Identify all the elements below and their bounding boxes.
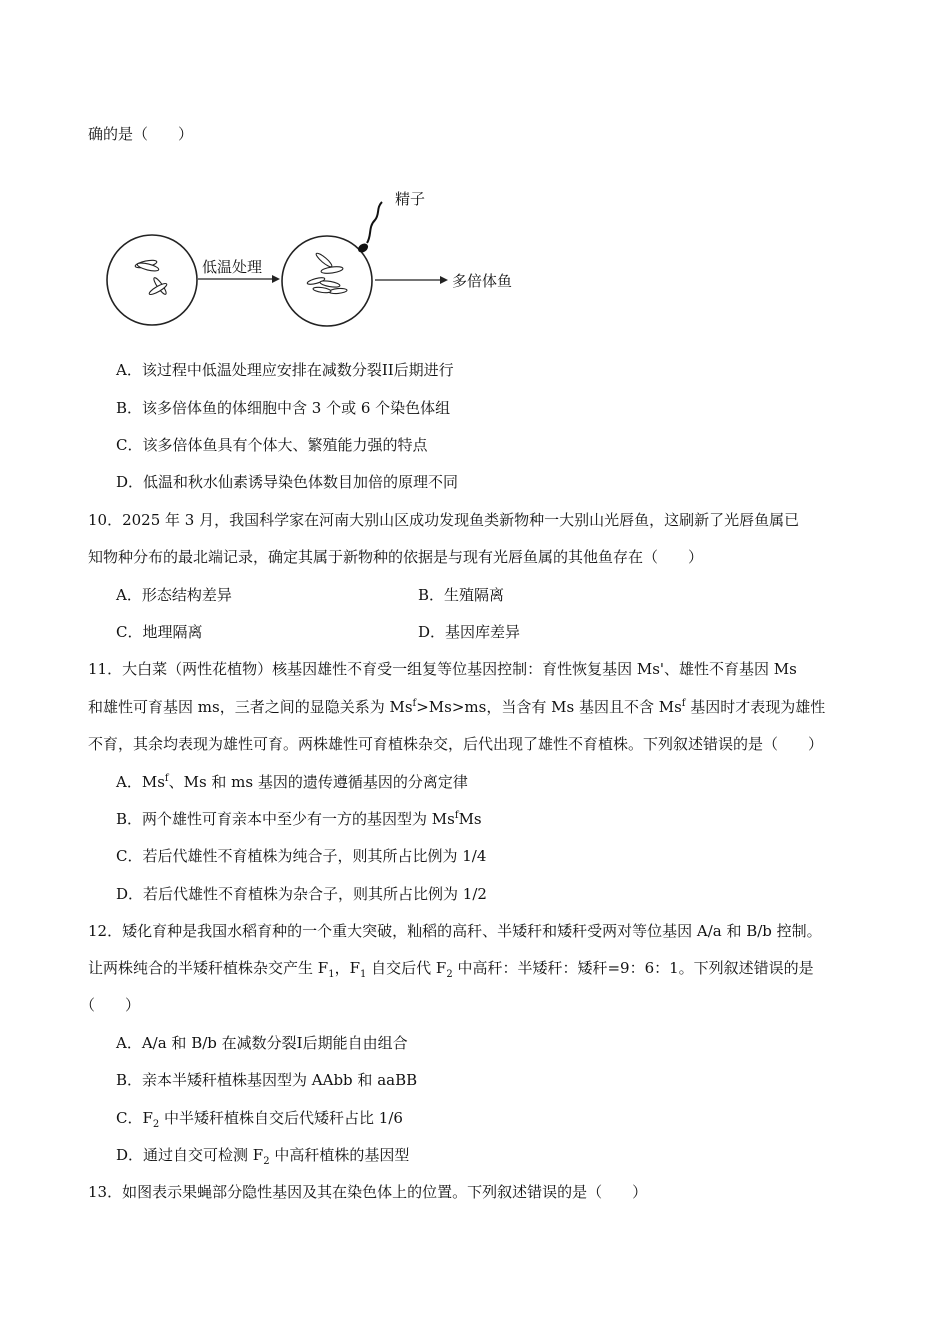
q13-stem-line1: 13．如图表示果蝇部分隐性基因及其在染色体上的位置。下列叙述错误的是（ ）: [88, 1183, 648, 1201]
q9-option-b: B．该多倍体鱼的体细胞中含 3 个或 6 个染色体组: [116, 399, 451, 417]
q11-stem-line3: 不育，其余均表现为雄性可育。两株雄性可育植株杂交，后代出现了雄性不育植株。下列叙述错误的是（ ）: [88, 735, 824, 753]
q11-stem-line1: 11．大白菜（两性花植物）核基因雄性不育受一组复等位基因控制：育性恢复基因 Ms'、雄性不育基因 Ms: [88, 660, 797, 678]
q10-stem-line1: 10．2025 年 3 月，我国科学家在河南大别山区成功发现鱼类新物种一大别山光唇鱼，这刷新了光唇鱼属已: [88, 511, 800, 529]
q12-option-b: B．亲本半矮秆植株基因型为 AAbb 和 aaBB: [116, 1071, 418, 1089]
polyploid-fish-diagram: [100, 180, 540, 330]
q11-stem-line2: 和雄性可育基因 ms，三者之间的显隐关系为 $Ms^f>Ms>ms$，当含有 Ms 基因且不含 Ms$^f$ 基因时才表现为雄性: [88, 698, 826, 716]
q12-option-d: D．通过自交可检测 $F_2$ 中高秆植株的基因型: [116, 1146, 410, 1167]
q11-option-d: D．若后代雄性不育植株为杂合子，则其所占比例为 1/2: [116, 885, 487, 903]
q12-option-c: C．$F_2$ 中半矮秆植株自交后代矮秆占比 1/6: [116, 1109, 403, 1130]
label-sperm: 精子: [395, 190, 426, 208]
q10-option-d: D．基因库差异: [418, 623, 521, 641]
q11-option-a: A．Ms$^f$、Ms 和 ms 基因的遗传遵循基因的分离定律: [116, 773, 468, 791]
q10-option-a: A．形态结构差异: [116, 586, 232, 604]
q9-option-a: A．该过程中低温处理应安排在减数分裂II后期进行: [116, 361, 454, 379]
chromosomes-after: [307, 252, 347, 295]
chromosomes-before: [135, 259, 168, 296]
q9-option-d: D．低温和秋水仙素诱导染色体数目加倍的原理不同: [116, 473, 459, 491]
q10-option-c: C．地理隔离: [116, 623, 203, 641]
cell-before: [107, 235, 197, 325]
q9-option-c: C．该多倍体鱼具有个体大、繁殖能力强的特点: [116, 436, 428, 454]
q11-option-b: B．两个雄性可育亲本中至少有一方的基因型为 Ms$^f$Ms: [116, 810, 482, 828]
intro-line: 确的是（ ）: [88, 125, 194, 143]
q12-stem-line2: 让两株纯合的半矮秆植株杂交产生 $F_1$，$F_1$ 自交后代 $F_2$ 中高秆：半矮秆：矮秆=9：6：1。下列叙述错误的是: [88, 959, 814, 980]
q12-stem-line1: 12．矮化育种是我国水稻育种的一个重大突破，籼稻的高秆、半矮秆和矮秆受两对等位基因 A/a 和 B/b 控制。: [88, 922, 822, 940]
label-cold: 低温处理: [202, 258, 263, 276]
q10-stem-line2: 知物种分布的最北端记录，确定其属于新物种的依据是与现有光唇鱼属的其他鱼存在（ ）: [88, 548, 704, 566]
label-result: 多倍体鱼: [452, 272, 513, 290]
sperm-icon: [356, 202, 382, 254]
q11-option-c: C．若后代雄性不育植株为纯合子，则其所占比例为 1/4: [116, 847, 487, 865]
q12-stem-line3: （ ）: [80, 996, 141, 1014]
q10-option-b: B．生殖隔离: [418, 586, 505, 604]
q12-option-a: A．A/a 和 B/b 在减数分裂I后期能自由组合: [116, 1034, 408, 1052]
